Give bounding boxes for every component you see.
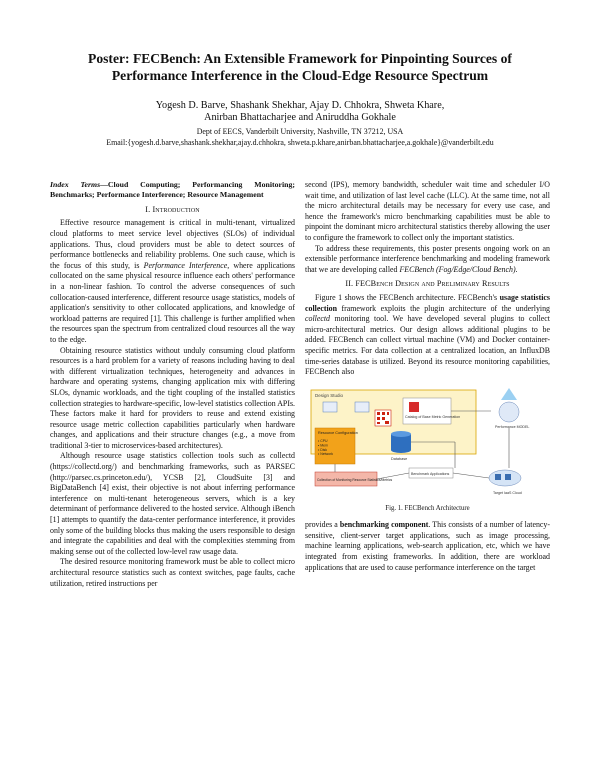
- architecture-diagram: [305, 384, 550, 500]
- monitor-icon: [355, 402, 369, 412]
- index-terms-text: —Cloud Computing; Performancing Monitoring; Benchmarks; Performance Interference; Resource Management: [50, 180, 296, 200]
- paragraph-6: [305, 244, 550, 276]
- gear-icon: [409, 402, 419, 412]
- affiliation: Dept of EECS, Vanderbilt University, Nashville, TN 37212, USA: [196, 127, 404, 136]
- p6-emphasis: FECBench (Fog/Edge/Cloud Bench).: [399, 264, 518, 274]
- p1-rest: , where applications collocated on the same physical resource influence each others' performance in a non-linear fashion. To control the adverse consequences of such collocation-caused interference, different resource usage statistics, models of application's sensitivity to other collocated applications, and knowledge of workload patterns are required [1]. This challenge is further amplified when the resources span the spectrum from centralized cloud resources all the way to the edge.: [50, 260, 296, 344]
- authors-line-2: Anirban Bhattacharjee and Aniruddha Gokhale: [204, 112, 396, 124]
- p6-text: To address these requirements, this poster presents ongoing work on an extensible performance interference benchmarking and modeling framework that we are developing called: [305, 243, 550, 274]
- index-terms-label: Index Terms: [50, 180, 101, 189]
- catalog-label: Catalog of Base Metric Generation: [405, 414, 461, 419]
- resource-config-label: Resource Configuration: [318, 430, 358, 435]
- p7-emphasis: collectd: [305, 314, 330, 324]
- title-line-2: Performance Interference in the Cloud-Edge Resource Spectrum: [111, 68, 489, 83]
- paragraph-7: [305, 293, 550, 378]
- left-column: [50, 180, 295, 589]
- benchmark-label: Benchmark Applications: [411, 471, 450, 476]
- section-2-number: II.: [345, 279, 354, 289]
- model-icon: [499, 388, 519, 422]
- p1-emphasis: Performance Interference: [143, 260, 228, 270]
- paragraph-2: Obtaining resource statistics without unduly consuming cloud platform resources is a hard problem for a variety of reasons including having to deal with different virtualization techniques, heterogeneity and advances in hardware and operating systems, changing application mix with differing SLOs, dynamic workloads, and the tight coupling of the installed statistics collection strategies to hardware-specific, low-level statistics collection APIs. These factors make it hard for providers to reuse and extend existing resource usage metric collection capabilities particularly when hardware changes, and applications and their structure changes (e.g., a move from traditional 3-tier to microservices-based architectures).: [50, 345, 295, 450]
- p8-bold: benchmarking component: [339, 520, 429, 530]
- p7-c: framework exploits the plugin architecture of the underlying: [341, 303, 550, 313]
- monitor-icon: [323, 402, 337, 412]
- section-1-title: Introduction: [152, 204, 200, 214]
- paper-title: [40, 50, 560, 84]
- collection-label: Collection of Monitoring Resource Statistics/Metrics: [317, 477, 393, 482]
- p7-e: monitoring tool. We have developed several plugins to collect micro-architectural metrics. Our design allows additional plugins to be added. FECBench can collect virtual machine (VM) and Docker container-specific metrics. For data collection at a centralized location, an InfluxDB time-series database is utilized. Beyond its resource monitoring capabilities, FECBench also: [305, 314, 550, 377]
- authors-line-1: Yogesh D. Barve, Shashank Shekhar, Ajay D. Chhokra, Shweta Khare,: [155, 100, 445, 111]
- section-2-heading: [305, 279, 550, 290]
- section-2-title: FECBench Design and Preliminary Results: [355, 279, 510, 289]
- author-list: [40, 100, 560, 125]
- paragraph-4: The desired resource monitoring framework must be able to collect micro architectural resource statistics such as context switches, page faults, cache utilization, retired instructions per: [50, 557, 295, 588]
- architecture-figure: [305, 384, 550, 500]
- section-1-number: I.: [145, 204, 151, 214]
- database-label: Database: [391, 456, 408, 461]
- p8-c: . This consists of a number of latency-sensitive, client-server target applications, such as image processing, machine learning applications, web-search application, etc, which we have integrated from existing frameworks. In addition, there are workload applications that are used to cause performance interference on the target: [305, 520, 550, 572]
- email: Email:{yogesh.d.barve,shashank.shekhar,ajay.d.chhokra, shweta.p.khare,anirban.bhattacharjee,a.gokhale}@vanderbilt.edu: [106, 138, 494, 148]
- paragraph-3: Although resource usage statistics collection tools such as collectd (https://collectd.org/) and benchmarking frameworks, such as PARSEC (http://parsec.cs.princeton.edu/), YCSB [2], CloudSuite [3] and BigDataBench [4] exist, their objective is not about inferring performance interference on multi-tenant heterogeneous servers, which is a key determinant of performance delivered to the hosted service. Although iBench [1] attempts to quantify the data-center performance interference, it provides only some of the building blocks thus making the users responsible to design and integrate the capabilities and deal with the complexities stemming from making sense out of the collected low-level raw usage data.: [50, 451, 295, 556]
- section-1-heading: [50, 205, 295, 216]
- right-column: [305, 180, 550, 573]
- index-terms: [50, 180, 295, 201]
- figure-caption: Fig. 1. FECBench Architecture: [385, 504, 470, 512]
- iaas-label: Target IaaS Cloud: [493, 490, 522, 495]
- database-icon: [391, 431, 411, 453]
- model-label: Performance MODEL: [495, 424, 530, 429]
- p1-text: Effective resource management is critical in multi-tenant, virtualized cloud platforms to meet service level objectives (SLOs) of individual applications. Thus, cloud providers must be able to detect sources of performance bottlenecks and reliability problems. One such cause, which is the focus of this study, is: [50, 218, 295, 270]
- resource-list: • CPU • Mem • Disk • Network: [318, 438, 334, 456]
- affiliation-block: [20, 126, 580, 148]
- paragraph-1: [50, 218, 295, 345]
- paragraph-8: [305, 520, 550, 573]
- p7-a: Figure 1 shows the FECBench architecture. FECBench's: [315, 292, 498, 302]
- design-studio-label: Design Studio: [315, 392, 344, 398]
- p7-bold: usage statistics collection: [305, 292, 550, 313]
- paragraph-5: second (IPS), memory bandwidth, scheduler wait time and scheduler I/O wait time, and utilization of last level cache (LLC). At the same time, not all the micro architectural details may be necessary for every use case, and hence the framework's micro benchmarking capabilities must be able to pinpoint the dominant micro architectural statistics thereby allowing the user to configure the framework to collect only the important statistics.: [305, 180, 550, 242]
- p8-a: provides a: [305, 520, 338, 530]
- cloud-icon: [489, 470, 521, 486]
- data-matrix-icon: [375, 410, 391, 426]
- title-line-1: Poster: FECBench: An Extensible Framework for Pinpointing Sources of: [88, 51, 512, 66]
